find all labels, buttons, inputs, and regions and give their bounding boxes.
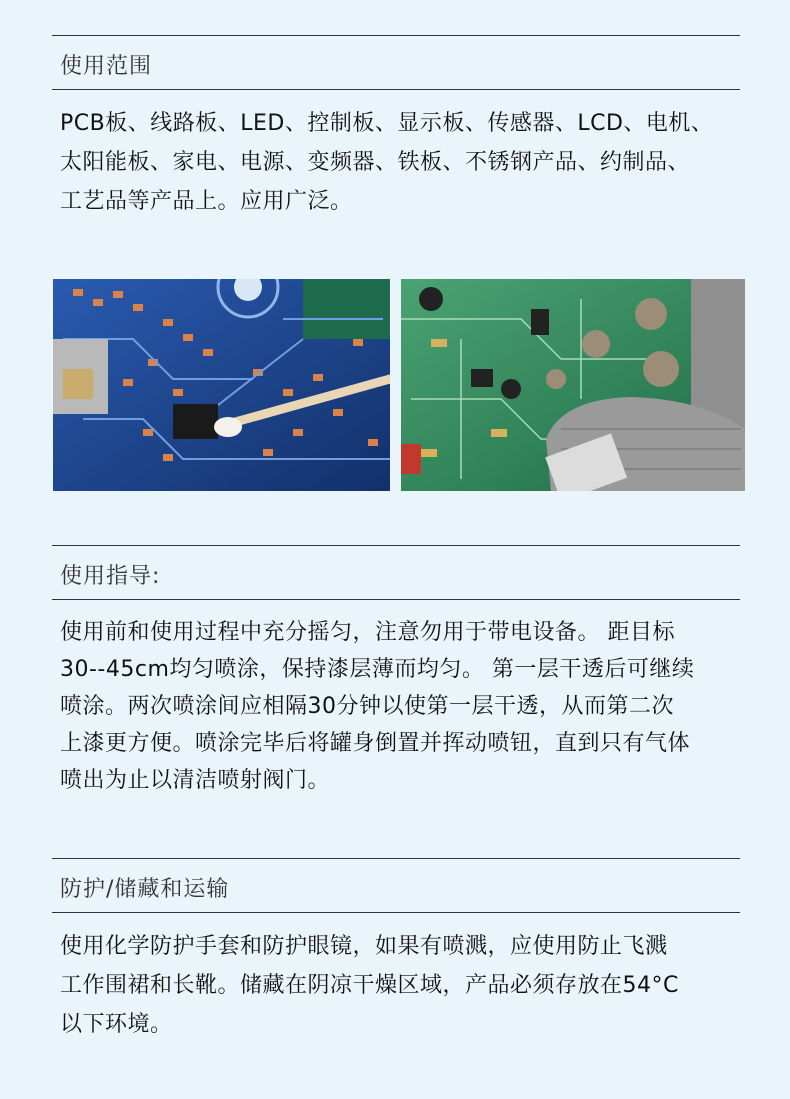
scope-line: 工艺品等产品上。应用广泛。 [60,189,353,214]
protect-header [52,858,740,913]
pcb-spraying-photo [401,279,745,491]
protect-text [60,927,740,1044]
scope-line: PCB板、线路板、LED、控制板、显示板、传感器、LCD、电机、 [60,111,714,136]
guide-text [60,614,740,799]
scope-heading: 使用范围 [60,54,153,79]
guide-header [52,545,740,600]
guide-line: 30--45cm均匀喷涂，保持漆层薄而均匀。 第一层干透后可继续 [60,657,695,682]
guide-heading: 使用指导: [60,564,161,589]
protect-line: 工作围裙和长靴。储藏在阴凉干燥区域，产品必须存放在54°C [60,973,679,998]
guide-line: 上漆更方便。喷涂完毕后将罐身倒置并挥动喷钮，直到只有气体 [60,731,691,756]
scope-text [60,104,740,221]
scope-header [52,35,740,90]
protect-line: 以下环境。 [60,1012,173,1037]
guide-line: 喷涂。两次喷涂间应相隔30分钟以使第一层干透，从而第二次 [60,694,674,719]
protect-heading: 防护/储藏和运输 [60,877,230,902]
guide-line: 喷出为止以清洁喷射阀门。 [60,768,331,793]
protect-line: 使用化学防护手套和防护眼镜，如果有喷溅，应使用防止飞溅 [60,934,668,959]
scope-line: 太阳能板、家电、电源、变频器、铁板、不锈钢产品、约制品、 [60,150,691,175]
guide-line: 使用前和使用过程中充分摇匀，注意勿用于带电设备。 距目标 [60,620,675,645]
pcb-cleaning-photo [53,279,390,491]
